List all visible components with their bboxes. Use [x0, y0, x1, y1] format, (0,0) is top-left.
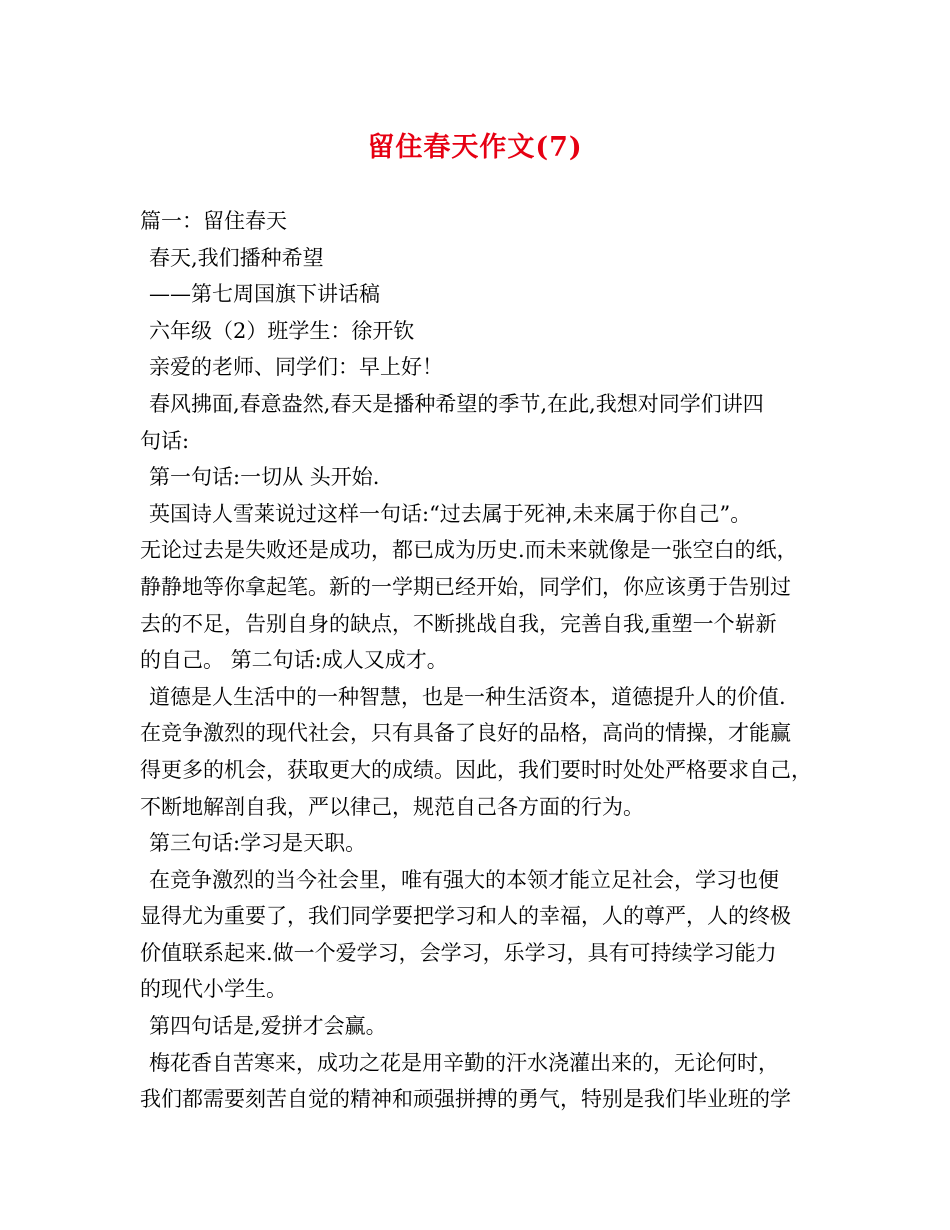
text-line: 去的不足，告别自身的缺点，不断挑战自我，完善自我,重塑一个崭新	[140, 611, 777, 636]
text-line: 道德是人生活中的一种智慧，也是一种生活资本，道德提升人的价值.	[149, 684, 786, 709]
text-line: 的自己。 第二句话:成人又成才。	[140, 648, 448, 673]
text-line: 春天,我们播种希望	[149, 245, 324, 270]
text-line: 在竞争激烈的现代社会，只有具备了良好的品格，高尚的情操，才能赢	[140, 721, 791, 746]
text-line: 的现代小学生。	[140, 977, 287, 1002]
text-line: 无论过去是失败还是成功，都已成为历史.而未来就像是一张空白的纸，	[140, 538, 798, 563]
text-line: ——第七周国旗下讲话稿	[149, 282, 380, 307]
text-line: 第四句话是,爱拼才会赢。	[149, 1014, 387, 1039]
text-line: 得更多的机会，获取更大的成绩。因此，我们要时时处处严格要求自己，	[140, 757, 812, 782]
text-line: 显得尤为重要了，我们同学要把学习和人的幸福，人的尊严，人的终极	[140, 904, 791, 929]
text-line: 在竞争激烈的当今社会里，唯有强大的本领才能立足社会，学习也便	[149, 867, 779, 892]
text-line: 句话:	[140, 428, 190, 453]
text-line: 价值联系起来.做一个爱学习，会学习，乐学习，具有可持续学习能力	[140, 940, 777, 965]
document-title: 留住春天作文(7)	[367, 132, 583, 163]
text-line: 梅花香自苦寒来，成功之花是用辛勤的汗水浇灌出来的，无论何时，	[149, 1050, 779, 1075]
text-line: 春风拂面,春意盎然,春天是播种希望的季节,在此,我想对同学们讲四	[149, 391, 764, 416]
text-line: 第三句话:学习是天职。	[149, 831, 367, 856]
text-line: 第一句话:一切从 头开始.	[149, 465, 380, 490]
text-line: 英国诗人雪莱说过这样一句话:“过去属于死神,未来属于你自己”。	[149, 501, 752, 526]
text-line: 亲爱的老师、同学们：早上好！	[149, 355, 443, 380]
text-line: 篇一：留住春天	[140, 209, 287, 233]
text-line: 不断地解剖自我，严以律己，规范自己各方面的行为。	[140, 794, 644, 819]
text-line: 我们都需要刻苦自觉的精神和顽强拼搏的勇气，特别是我们毕业班的学	[140, 1087, 791, 1112]
document-body	[140, 203, 816, 1118]
text-line: 六年级（2）班学生：徐开钦	[149, 318, 415, 343]
text-line: 静静地等你拿起笔。新的一学期已经开始，同学们，你应该勇于告别过	[140, 574, 791, 599]
